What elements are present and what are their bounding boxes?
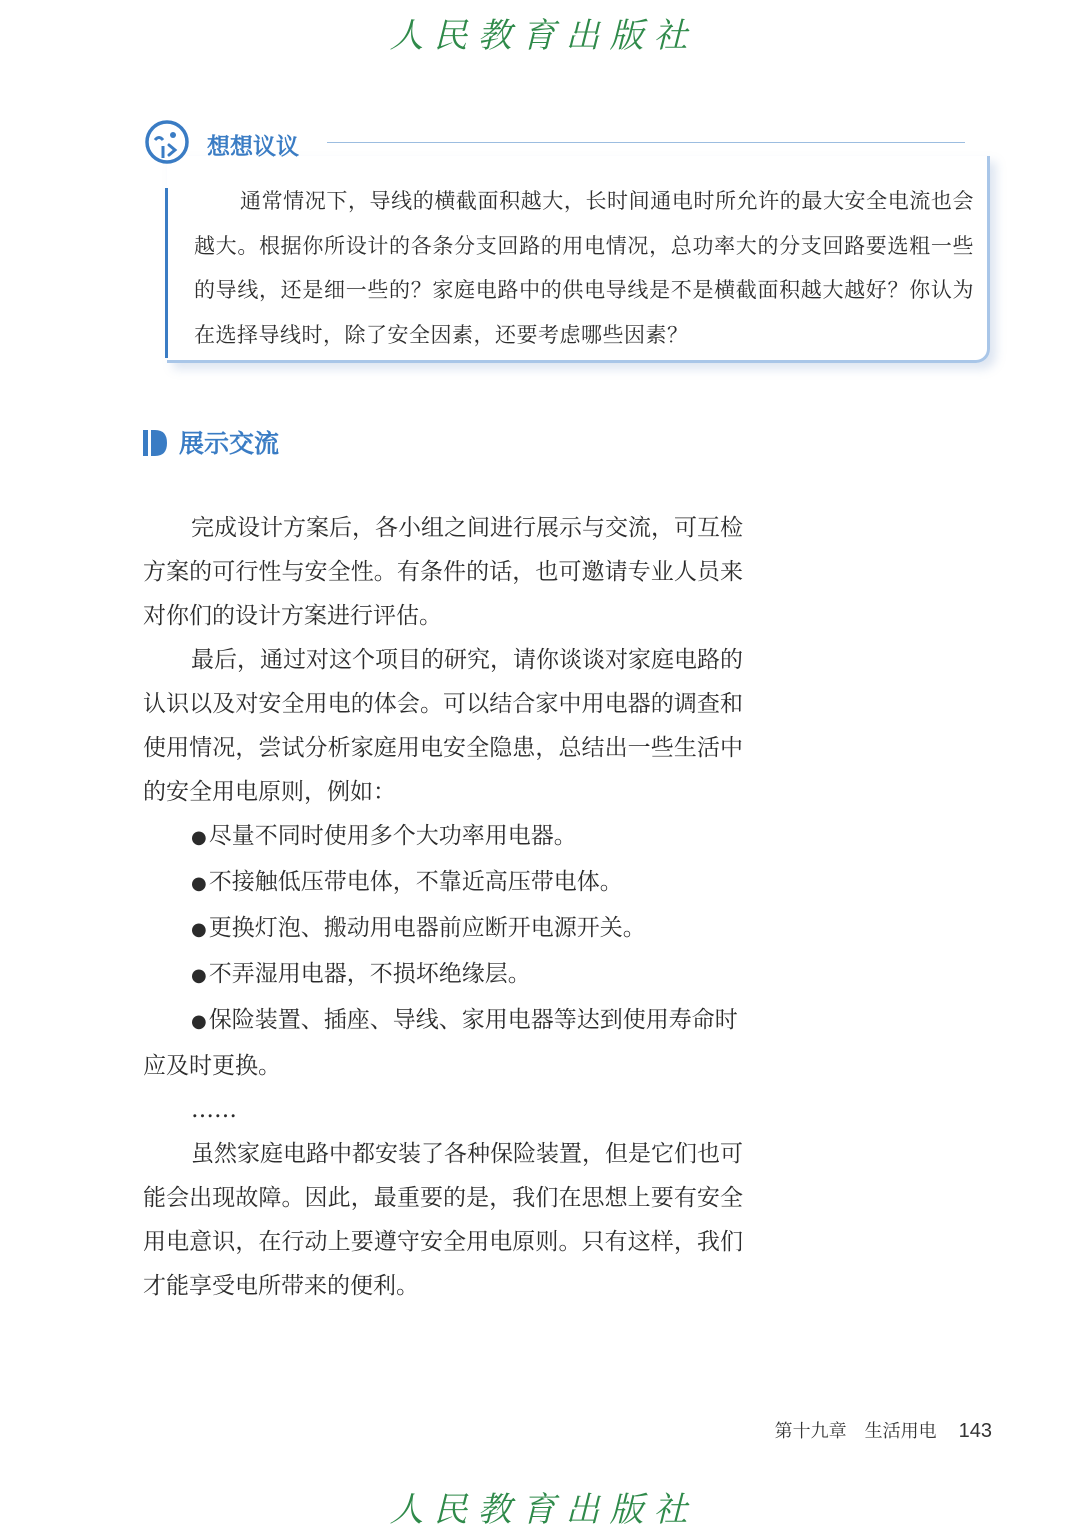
paragraph-1: 完成设计方案后，各小组之间进行展示与交流，可互检方案的可行性与安全性。有条件的话，也可邀请专业人员来对你们的设计方案进行评估。 bbox=[143, 515, 743, 629]
list-item: ●不接触低压带电体，不靠近高压带电体。 bbox=[191, 869, 623, 895]
closing-paragraph: 虽然家庭电路中都安装了各种保险装置，但是它们也可能会出现故障。因此，最重要的是，我们在思想上要有安全用电意识，在行动上要遵守安全用电原则。只有这样，我们才能享受电所带来的便利。 bbox=[143, 1141, 743, 1299]
publisher-watermark-top: 人民教育出版社 bbox=[389, 16, 698, 56]
header-divider bbox=[327, 142, 965, 143]
section-marker-icon bbox=[143, 430, 167, 458]
page-footer bbox=[775, 1417, 992, 1443]
think-discuss-title: 想想议议 bbox=[207, 134, 299, 160]
ellipsis: …… bbox=[191, 1097, 237, 1123]
main-body bbox=[143, 506, 743, 1308]
think-discuss-box bbox=[167, 156, 990, 363]
bullet-dot-icon: ● bbox=[191, 965, 207, 986]
list-item: ●尽量不同时使用多个大功率用电器。 bbox=[191, 823, 577, 849]
bullet-dot-icon: ● bbox=[191, 919, 207, 940]
page-number: 143 bbox=[958, 1420, 992, 1442]
bullet-dot-icon: ● bbox=[191, 873, 207, 894]
list-item: ●保险装置、插座、导线、家用电器等达到使用寿命时应及时更换。 bbox=[143, 1007, 738, 1079]
bullet-dot-icon: ● bbox=[191, 827, 207, 848]
list-item: ●更换灯泡、搬动用电器前应断开电源开关。 bbox=[191, 915, 646, 941]
paragraph-2: 最后，通过对这个项目的研究，请你谈谈对家庭电路的认识以及对安全用电的体会。可以结合家中用电器的调查和使用情况，尝试分析家庭用电安全隐患，总结出一些生活中的安全用电原则，例如： bbox=[143, 647, 743, 805]
think-discuss-text: 通常情况下，导线的横截面积越大，长时间通电时所允许的最大安全电流也会越大。根据你所设计的各条分支回路的用电情况，总功率大的分支回路要选粗一些的导线，还是细一些的？家庭电路中的供电导线是不是横截面积越大越好？你认为在选择导线时，除了安全因素，还要考虑哪些因素？ bbox=[194, 189, 974, 347]
section-title: 展示交流 bbox=[179, 429, 280, 458]
publisher-watermark-bottom: 人民教育出版社 bbox=[389, 1490, 698, 1530]
list-item: ●不弄湿用电器，不损坏绝缘层。 bbox=[191, 961, 531, 987]
chapter-label: 第十九章 生活用电 bbox=[774, 1421, 937, 1442]
bullet-dot-icon: ● bbox=[191, 1011, 207, 1032]
box-left-bar bbox=[165, 188, 168, 358]
